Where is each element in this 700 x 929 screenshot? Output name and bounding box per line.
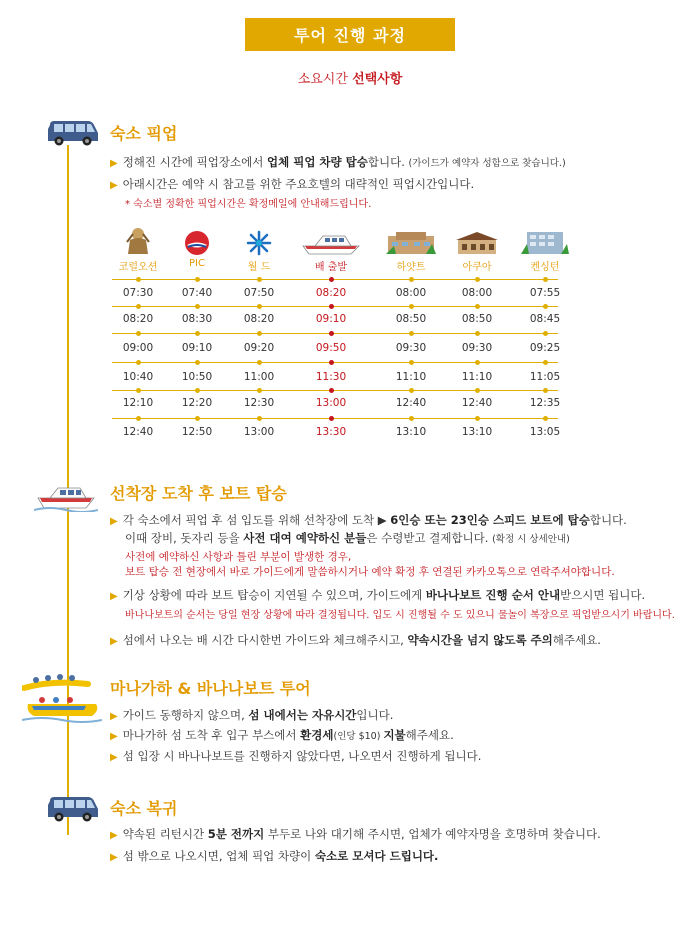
hotel-logo-icon xyxy=(515,226,575,256)
pickup-time-cell: 09:50 xyxy=(315,342,347,354)
schedule-dot xyxy=(257,388,262,393)
schedule-dot xyxy=(195,277,200,282)
hotel-logo-icon xyxy=(167,226,227,256)
schedule-dot xyxy=(136,388,141,393)
pickup-time-cell: 09:00 xyxy=(122,342,154,354)
section-title-return: 숙소 복귀 xyxy=(110,799,178,818)
schedule-dot xyxy=(195,331,200,336)
text-small: (인당 $10) xyxy=(333,731,384,742)
duration-label: 소요시간 xyxy=(297,72,348,87)
duration-line xyxy=(0,68,700,87)
van-icon xyxy=(46,119,100,147)
pickup-time-cell: 11:05 xyxy=(529,371,561,383)
schedule-dot xyxy=(543,277,548,282)
boat-line-2 xyxy=(125,530,570,546)
schedule-dot xyxy=(475,331,480,336)
hotel-name: PIC xyxy=(189,258,205,269)
pickup-time-cell: 07:50 xyxy=(243,287,275,299)
schedule-dot xyxy=(543,360,548,365)
schedule-dot xyxy=(475,277,480,282)
pickup-time-cell: 09:10 xyxy=(181,342,213,354)
text-bold: 지불 xyxy=(383,728,406,742)
schedule-dot xyxy=(543,388,548,393)
schedule-dot xyxy=(475,416,480,421)
schedule-dot xyxy=(257,277,262,282)
hotel-header-0 xyxy=(108,226,168,273)
text: 기상 상황에 따라 보트 탑승이 지연될 수 있으며, 가이드에게 xyxy=(122,588,426,602)
schedule-dot xyxy=(409,304,414,309)
schedule-dot xyxy=(543,331,548,336)
schedule-dot xyxy=(257,304,262,309)
text-bold: 바나나보트 진행 순서 안내 xyxy=(425,588,561,602)
pickup-time-cell: 07:30 xyxy=(122,287,154,299)
text-small: (확정 시 상세안내) xyxy=(492,534,570,545)
schedule-dot xyxy=(257,416,262,421)
text: 섬에서 나오는 배 시간 다시한번 가이드와 체크해주시고, xyxy=(122,633,408,647)
hotel-header-6 xyxy=(515,226,575,273)
schedule-dot xyxy=(257,331,262,336)
text: 합니다. xyxy=(367,155,409,169)
text: 받으시면 됩니다. xyxy=(560,588,646,602)
schedule-dot xyxy=(136,331,141,336)
arrow-icon: ▶ xyxy=(110,830,118,841)
pickup-time-cell: 08:00 xyxy=(395,287,427,299)
hotel-name: 월 드 xyxy=(247,262,271,273)
schedule-dot xyxy=(409,388,414,393)
hotel-name: 코럴오션 xyxy=(118,262,158,273)
pickup-time-cell: 12:35 xyxy=(529,397,561,409)
pickup-time-cell: 13:10 xyxy=(395,426,427,438)
hotel-logo-icon xyxy=(447,226,507,256)
pickup-time-cell: 09:10 xyxy=(315,313,347,325)
pickup-time-cell: 13:00 xyxy=(243,426,275,438)
pickup-time-cell: 10:50 xyxy=(181,371,213,383)
text: 해주세요. xyxy=(552,633,601,647)
arrow-icon: ▶ xyxy=(110,158,118,169)
pickup-time-cell: 09:30 xyxy=(395,342,427,354)
text: 해주세요. xyxy=(405,728,454,742)
pickup-time-cell: 08:50 xyxy=(461,313,493,325)
pickup-time-cell: 07:55 xyxy=(529,287,561,299)
schedule-dot xyxy=(409,277,414,282)
return-line-1 xyxy=(110,826,601,842)
hotel-logo-icon xyxy=(229,226,289,256)
pickup-time-cell: 12:10 xyxy=(122,397,154,409)
text: 합니다. xyxy=(589,513,627,527)
schedule-dot xyxy=(195,360,200,365)
pickup-time-cell: 11:30 xyxy=(315,371,347,383)
duration-value: 선택사항 xyxy=(352,72,403,87)
pickup-time-cell: 08:50 xyxy=(395,313,427,325)
pickup-time-cell: 12:40 xyxy=(395,397,427,409)
schedule-dot xyxy=(329,331,334,336)
van-icon xyxy=(46,795,100,823)
arrow-icon: ▶ xyxy=(110,636,118,647)
schedule-dot xyxy=(475,360,480,365)
text-bold: 숙소로 모셔다 드립니다. xyxy=(314,849,439,863)
pickup-time-cell: 10:40 xyxy=(122,371,154,383)
text: 약속된 리턴시간 xyxy=(122,827,208,841)
hotel-header-1 xyxy=(167,226,227,269)
hotel-name: 배 출발 xyxy=(314,262,348,273)
arrow-icon: ▶ xyxy=(110,731,118,742)
schedule-dot xyxy=(409,416,414,421)
section-title-tour: 마나가하 & 바나나보트 투어 xyxy=(110,679,311,698)
arrow-icon: ▶ xyxy=(110,180,118,191)
pickup-time-cell: 13:30 xyxy=(315,426,347,438)
schedule-row-line xyxy=(112,390,558,391)
pickup-time-cell: 13:00 xyxy=(315,397,347,409)
hotel-logo-icon xyxy=(108,226,168,256)
pickup-time-cell: 08:00 xyxy=(461,287,493,299)
boat-line-3 xyxy=(110,587,645,603)
pickup-time-cell: 08:20 xyxy=(315,287,347,299)
schedule-dot xyxy=(136,277,141,282)
pickup-note: * 숙소별 정확한 픽업시간은 확정메일에 안내해드립니다. xyxy=(125,199,372,210)
text-bold: 사전 대여 예약하신 분들 xyxy=(243,531,367,545)
text-bold: 섬 내에서는 자유시간 xyxy=(248,708,357,722)
text: 마나가하 섬 도착 후 입구 부스에서 xyxy=(122,728,301,742)
text: 아래시간은 예약 시 참고를 위한 주요호텔의 대략적인 픽업시간입니다. xyxy=(122,177,475,191)
text: 가이드 동행하지 않으며, xyxy=(122,708,249,722)
schedule-dot xyxy=(475,388,480,393)
hotel-logo-icon xyxy=(301,226,361,256)
schedule-dot xyxy=(257,360,262,365)
pickup-time-cell: 11:00 xyxy=(243,371,275,383)
schedule-dot xyxy=(543,304,548,309)
hotel-header-4 xyxy=(381,226,441,273)
text: 이때 장비, 돗자리 등을 xyxy=(125,531,244,545)
boat-red-note-3: 바나나보트의 순서는 당일 현장 상황에 따라 결정됩니다. 입도 시 진행될 수 도 있으니 물놀이 복장으로 픽업받으시기 바랍니다. xyxy=(125,610,675,621)
pickup-time-cell: 12:40 xyxy=(122,426,154,438)
section-title-pickup: 숙소 픽업 xyxy=(110,124,178,143)
arrow-icon: ▶ xyxy=(110,711,118,722)
pickup-time-cell: 11:10 xyxy=(461,371,493,383)
tour-line-3 xyxy=(110,748,481,764)
pickup-time-cell: 11:10 xyxy=(395,371,427,383)
page-title: 투어 진행 과정 xyxy=(245,18,455,51)
text: 섬 밖으로 나오시면, 업체 픽업 차량이 xyxy=(122,849,315,863)
boat-red-note-1: 사전에 예약하신 사항과 틀린 부분이 발생한 경우, xyxy=(125,551,352,563)
boat-line-1 xyxy=(110,512,627,528)
arrow-icon: ▶ xyxy=(110,591,118,602)
text-bold: 업체 픽업 차량 탑승 xyxy=(266,155,368,169)
schedule-row-line xyxy=(112,279,558,280)
arrow-icon: ▶ xyxy=(110,752,118,763)
pickup-line-1 xyxy=(110,154,566,170)
text: 입니다. xyxy=(356,708,394,722)
pickup-time-cell: 13:10 xyxy=(461,426,493,438)
text: 부두로 나와 대기해 주시면, 업체가 예약자명을 호명하며 찾습니다. xyxy=(264,827,601,841)
schedule-dot xyxy=(136,416,141,421)
hotel-header-5 xyxy=(447,226,507,273)
pickup-time-cell: 09:25 xyxy=(529,342,561,354)
schedule-dot xyxy=(475,304,480,309)
tour-line-2 xyxy=(110,727,454,743)
schedule-dot xyxy=(195,388,200,393)
hotel-name: 아쿠아 xyxy=(462,262,492,273)
pickup-time-cell: 13:05 xyxy=(529,426,561,438)
hotel-header-2 xyxy=(229,226,289,273)
schedule-dot xyxy=(329,416,334,421)
text: 은 수령받고 결제합니다. xyxy=(366,531,493,545)
schedule-dot xyxy=(329,388,334,393)
text: 정해진 시간에 픽업장소에서 xyxy=(122,155,267,169)
text-small: (가이드가 예약자 성함으로 찾습니다.) xyxy=(408,158,566,169)
hotel-name: 켄싱턴 xyxy=(530,262,560,273)
speedboat-icon xyxy=(34,476,98,512)
arrow-icon: ▶ xyxy=(110,852,118,863)
pickup-time-cell: 12:40 xyxy=(461,397,493,409)
boat-line-4 xyxy=(110,632,601,648)
hotel-header-3 xyxy=(301,226,361,273)
pickup-time-cell: 12:20 xyxy=(181,397,213,409)
schedule-dot xyxy=(195,304,200,309)
pickup-time-cell: 12:30 xyxy=(243,397,275,409)
schedule-dot xyxy=(195,416,200,421)
pickup-line-2 xyxy=(110,176,474,192)
pickup-time-cell: 08:20 xyxy=(122,313,154,325)
pickup-time-cell: 08:20 xyxy=(243,313,275,325)
pickup-time-cell: 08:45 xyxy=(529,313,561,325)
pickup-time-cell: 07:40 xyxy=(181,287,213,299)
pickup-time-cell: 09:30 xyxy=(461,342,493,354)
schedule-row-line xyxy=(112,333,558,334)
schedule-row-line xyxy=(112,306,558,307)
pickup-time-cell: 09:20 xyxy=(243,342,275,354)
schedule-dot xyxy=(409,360,414,365)
schedule-dot xyxy=(329,277,334,282)
schedule-dot xyxy=(329,360,334,365)
banana-boat-icon xyxy=(22,668,102,724)
schedule-dot xyxy=(136,360,141,365)
schedule-row-line xyxy=(112,362,558,363)
tour-line-1 xyxy=(110,707,393,723)
text-bold: 5분 전까지 xyxy=(207,827,265,841)
boat-red-note-2: 보트 탑승 전 현장에서 바로 가이드에게 말씀하시거나 예약 확정 후 연결된 카카오톡으로 연락주셔야합니다. xyxy=(125,566,615,578)
section-title-boat: 선착장 도착 후 보트 탑승 xyxy=(110,484,287,503)
text-bold: 6인승 또는 23인승 스피드 보트에 탑승 xyxy=(390,513,590,527)
text: 섬 입장 시 바나나보트를 진행하지 않았다면, 나오면서 진행하게 됩니다. xyxy=(122,749,482,763)
text: 각 숙소에서 픽업 후 섬 입도를 위해 선착장에 도착 ▶ xyxy=(122,513,391,527)
schedule-dot xyxy=(329,304,334,309)
text-bold: 약속시간을 넘지 않도록 주의 xyxy=(407,633,553,647)
pickup-time-cell: 08:30 xyxy=(181,313,213,325)
text-bold: 환경세 xyxy=(300,728,334,742)
hotel-logo-icon xyxy=(381,226,441,256)
schedule-row-line xyxy=(112,418,558,419)
hotel-name: 하얏트 xyxy=(396,262,426,273)
pickup-time-cell: 12:50 xyxy=(181,426,213,438)
schedule-dot xyxy=(136,304,141,309)
schedule-dot xyxy=(409,331,414,336)
return-line-2 xyxy=(110,848,438,864)
schedule-dot xyxy=(543,416,548,421)
arrow-icon: ▶ xyxy=(110,516,118,527)
